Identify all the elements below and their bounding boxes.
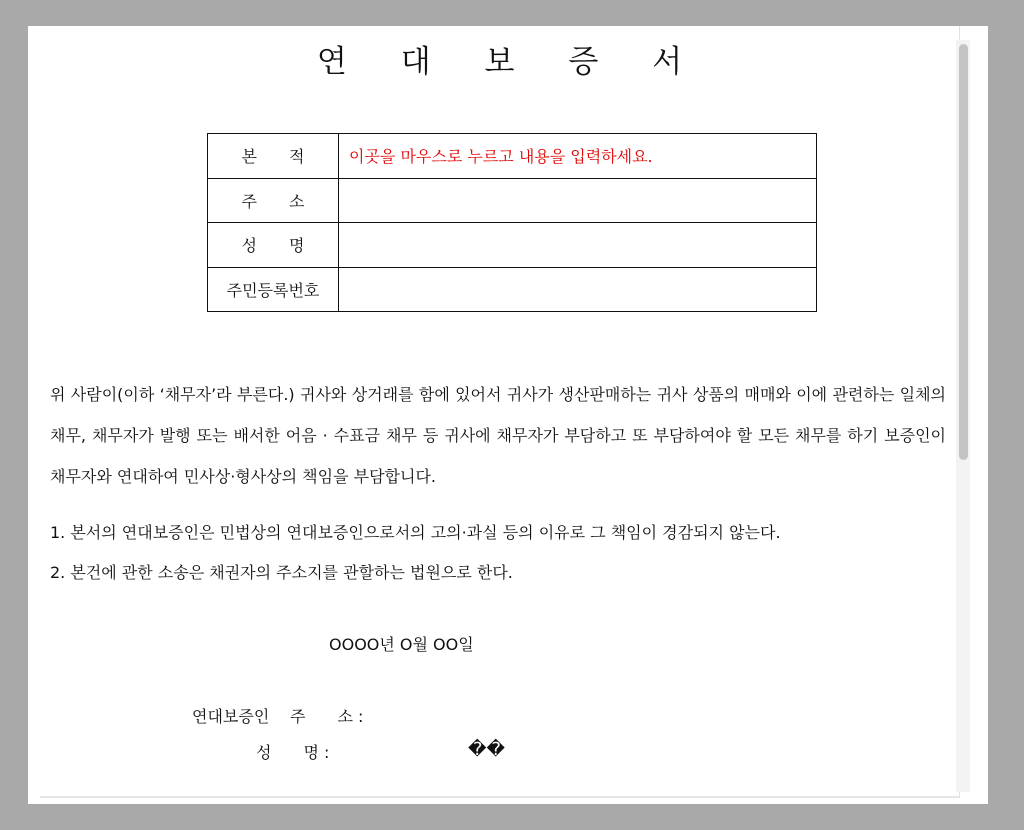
name-input[interactable] xyxy=(339,223,817,268)
scrollbar-thumb[interactable] xyxy=(959,44,968,460)
viewer-bottom-edge xyxy=(40,796,959,798)
document-date: OOOO년 O월 OO일 xyxy=(329,635,474,654)
table-row xyxy=(208,134,817,179)
table-row xyxy=(208,178,817,223)
vertical-scrollbar[interactable] xyxy=(956,40,970,792)
label-resident-number: 주민등록번호 xyxy=(208,267,339,312)
label-domicile: 본 적 xyxy=(208,134,339,179)
resident-number-input[interactable] xyxy=(339,267,817,312)
label-name: 성 명 xyxy=(208,223,339,268)
guarantor-name-label: 성 명 : xyxy=(256,743,330,762)
guarantor-role: 연대보증인 xyxy=(192,707,270,726)
table-row xyxy=(208,267,817,312)
document-viewer[interactable] xyxy=(40,26,960,798)
seal-mark: �� xyxy=(468,739,505,760)
label-address: 주 소 xyxy=(208,178,339,223)
clause-2: 2. 본건에 관한 소송은 채권자의 주소지를 관할하는 법원으로 한다. xyxy=(50,563,513,582)
table-row xyxy=(208,223,817,268)
domicile-input[interactable]: 이곳을 마우스로 누르고 내용을 입력하세요. xyxy=(339,134,817,179)
info-table xyxy=(207,133,817,312)
clause-1: 1. 본서의 연대보증인은 민법상의 연대보증인으로서의 고의·과실 등의 이유로 그 책임이 경감되지 않는다. xyxy=(50,523,781,542)
document-title: 연 대 보 증 서 xyxy=(316,44,705,80)
guarantor-address-label: 주 소 : xyxy=(290,707,364,726)
body-paragraph: 위 사람이(이하 ‘채무자’라 부른다.) 귀사와 상거래를 함에 있어서 귀사가 생산판매하는 귀사 상품의 매매와 이에 관련하는 일체의 채무, 채무자가 발행 또는 배서한 어음 · 수표금 채무 등 귀사에 채무자가 부담하고 또 부담하여야 할 모든 채무를 하기 보증인이 채무자와 연대하여 민사상·형사상의 책임을 부담합니다. xyxy=(50,385,946,486)
document-page xyxy=(28,26,988,804)
address-input[interactable] xyxy=(339,178,817,223)
